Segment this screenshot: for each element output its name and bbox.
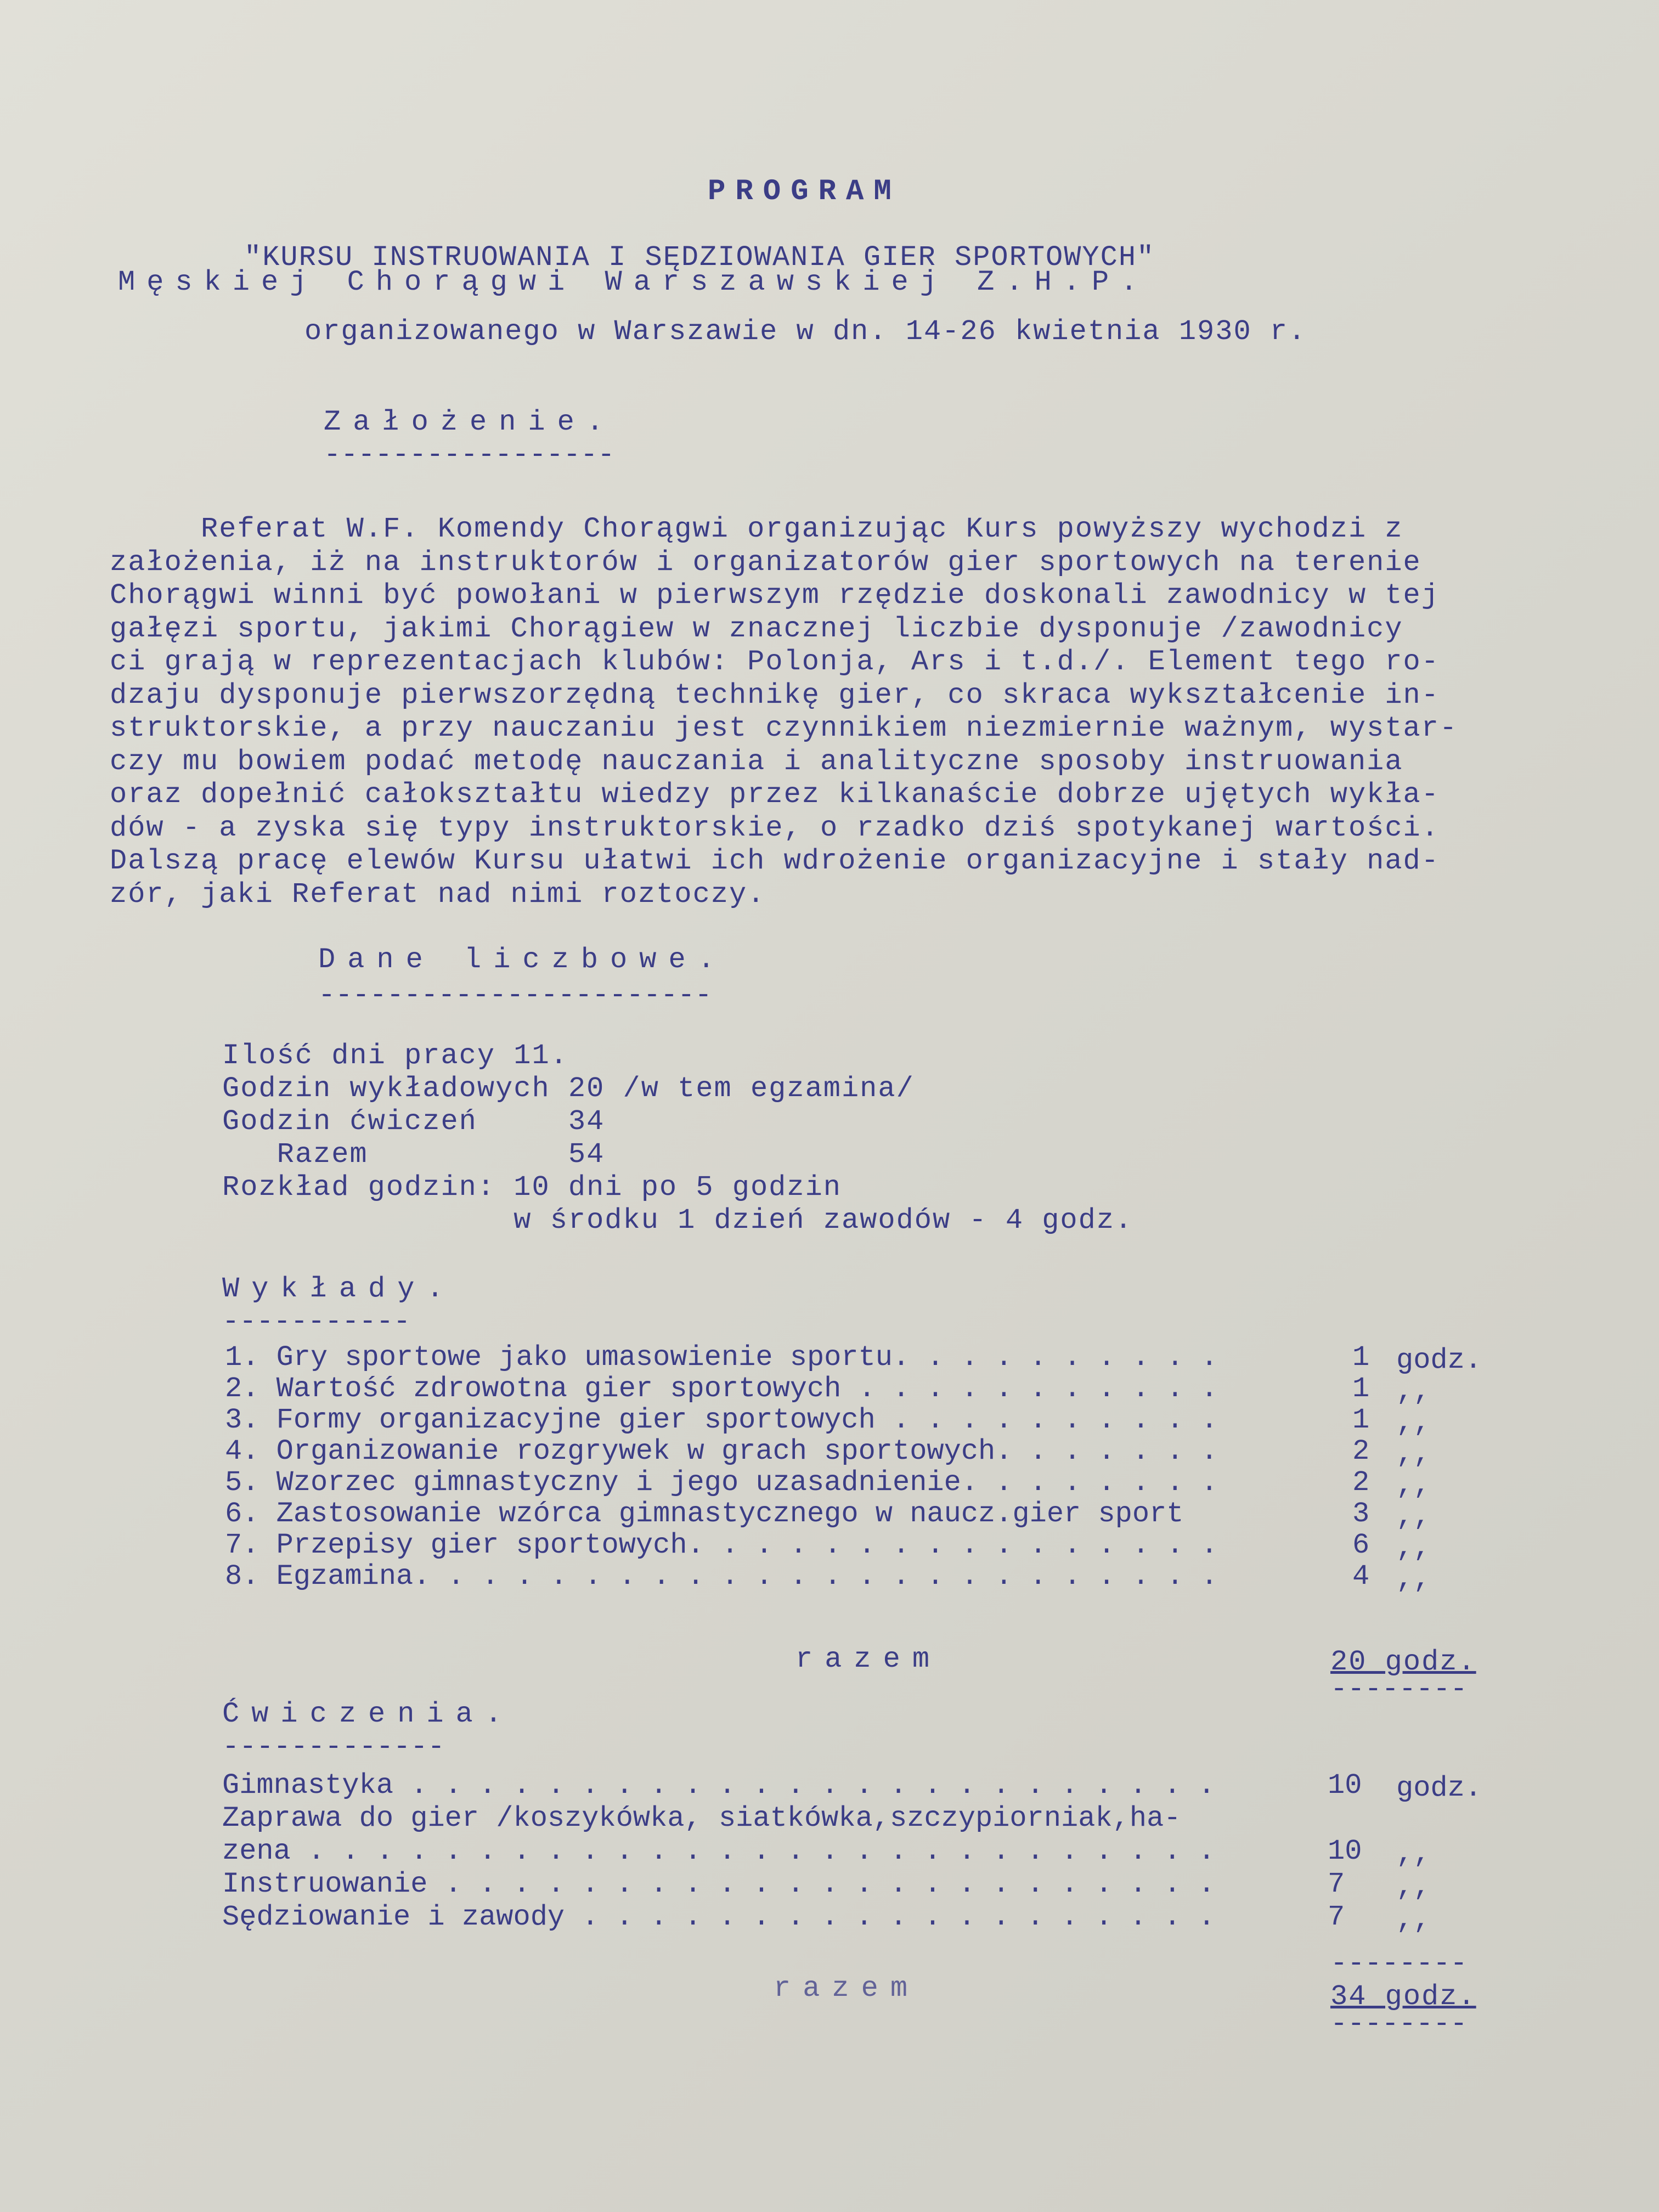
cwiczenie-item-hours: 7 [1328,1901,1345,1933]
organization-name: Męskiej Chorągwi Warszawskiej Z.H.P. [118,266,1149,298]
dane-line: Ilość dni pracy 11. [222,1040,568,1072]
dane-line: Godzin ćwiczeń 34 [222,1105,605,1138]
wyklad-item-hours: 1 [1352,1341,1370,1374]
wyklad-item-unit: ,, [1396,1469,1431,1502]
cwiczenia-total-rule: -------- [1330,1948,1468,1980]
paragraph-line: ci grają w reprezentacjach klubów: Polonja, Ars i t.d./. Element tego ro- [110,646,1440,678]
document-title: PROGRAM [708,175,901,208]
wyklady-total-label: razem [795,1643,942,1675]
cwiczenie-item-hours: 10 [1328,1769,1362,1802]
wyklad-item-hours: 2 [1352,1466,1370,1499]
section-heading-wyklady: Wykłady. [222,1273,456,1305]
wyklad-item-hours: 1 [1352,1373,1370,1405]
wyklad-item-label: 1. Gry sportowe jako umasowienie sportu. . . . . . . . . . [225,1341,1218,1374]
cwiczenia-total-underline: -------- [1330,2008,1468,2040]
wyklad-item-hours: 3 [1352,1498,1370,1530]
paragraph-line: struktorskie, a przy nauczaniu jest czynnikiem niezmiernie ważnym, wystar- [110,712,1458,744]
paragraph-line: dów - a zyska się typy instruktorskie, o rzadko dziś spotykanej wartości. [110,811,1440,844]
wyklad-item-unit: ,, [1396,1532,1431,1564]
cwiczenia-total-value: 34 godz. [1330,1980,1476,2013]
underline-wyklady: ----------- [222,1306,411,1338]
underline-zalozenie: ----------------- [324,439,615,471]
paragraph-line: gałęzi sportu, jakimi Chorągiew w znacznej liczbie dysponuje /zawodnicy [110,612,1403,645]
wyklad-item-label: 3. Formy organizacyjne gier sportowych . . . . . . . . . . [225,1404,1218,1436]
underline-cwiczenia: ------------- [222,1731,445,1763]
wyklad-item-label: 2. Wartość zdrowotna gier sportowych . . . . . . . . . . . [225,1373,1218,1405]
cwiczenie-item-label: Zaprawa do gier /koszykówka, siatkówka,szczypiorniak,ha- [222,1802,1181,1835]
wyklad-item-unit: ,, [1396,1407,1431,1439]
dane-line: Razem 54 [222,1138,605,1171]
wyklad-item-label: 6. Zastosowanie wzórca gimnastycznego w naucz.gier sport [225,1498,1184,1530]
section-heading-cwiczenia: Ćwiczenia. [222,1698,515,1730]
wyklad-item-hours: 6 [1352,1529,1370,1561]
wyklady-total-value: 20 godz. [1330,1646,1476,1678]
cwiczenie-item-unit: ,, [1396,1838,1431,1870]
dane-line: w środku 1 dzień zawodów - 4 godz. [222,1204,1133,1237]
wyklad-item-label: 4. Organizowanie rozgrywek w grach sportowych. . . . . . . [225,1435,1218,1468]
wyklad-item-label: 5. Wzorzec gimnastyczny i jego uzasadnienie. . . . . . . . [225,1466,1218,1499]
paragraph-line: oraz dopełnić całokształtu wiedzy przez kilkanaście dobrze ujętych wykła- [110,778,1440,811]
wyklad-item-hours: 4 [1352,1560,1370,1593]
cwiczenia-total-label: razem [774,1972,920,2005]
cwiczenie-item-unit: godz. [1396,1772,1482,1804]
section-heading-zalozenie: Założenie. [324,406,616,438]
paragraph-line: Dalszą pracę elewów Kursu ułatwi ich wdrożenie organizacyjne i stały nad- [110,845,1440,877]
wyklad-item-label: 7. Przepisy gier sportowych. . . . . . . . . . . . . . . . [225,1529,1218,1561]
cwiczenie-item-unit: ,, [1396,1904,1431,1936]
cwiczenie-item-unit: ,, [1396,1871,1431,1903]
paragraph-line: zór, jaki Referat nad nimi roztoczy. [110,878,766,911]
wyklad-item-unit: ,, [1396,1375,1431,1408]
paragraph-line: dzaju dysponuje pierwszorzędną technikę gier, co skraca wykształcenie in- [110,679,1440,712]
dane-line: Godzin wykładowych 20 /w tem egzamina/ [222,1073,915,1105]
underline-dane: ----------------------- [318,979,712,1012]
wyklad-item-hours: 2 [1352,1435,1370,1468]
paragraph-line: Chorągwi winni być powołani w pierwszym rzędzie doskonali zawodnicy w tej [110,579,1440,612]
cwiczenie-item-label: Gimnastyka . . . . . . . . . . . . . . . . . . . . . . . . [222,1769,1215,1802]
course-name: "KURSU INSTRUOWANIA I SĘDZIOWANIA GIER SPORTOWYCH" [244,241,1155,274]
paragraph-line: założenia, iż na instruktorów i organizatorów gier sportowych na terenie [110,546,1421,579]
paragraph-line: czy mu bowiem podać metodę nauczania i analityczne sposoby instruowania [110,745,1403,778]
cwiczenie-item-label: zena . . . . . . . . . . . . . . . . . . . . . . . . . . . [222,1835,1215,1867]
wyklady-total-underline: -------- [1330,1673,1468,1706]
wyklad-item-unit: ,, [1396,1438,1431,1470]
paragraph-line: Referat W.F. Komendy Chorągwi organizując Kurs powyższy wychodzi z [110,513,1403,545]
cwiczenie-item-hours: 10 [1328,1835,1362,1867]
course-place-date: organizowanego w Warszawie w dn. 14-26 kwietnia 1930 r. [304,315,1307,348]
section-heading-dane: Dane liczbowe. [318,944,727,976]
wyklad-item-unit: godz. [1396,1344,1482,1376]
cwiczenie-item-label: Sędziowanie i zawody . . . . . . . . . . . . . . . . . . . [222,1901,1215,1933]
dane-line: Rozkład godzin: 10 dni po 5 godzin [222,1171,842,1204]
cwiczenie-item-hours: 7 [1328,1868,1345,1900]
cwiczenie-item-label: Instruowanie . . . . . . . . . . . . . . . . . . . . . . . [222,1868,1215,1900]
wyklad-item-label: 8. Egzamina. . . . . . . . . . . . . . . . . . . . . . . . [225,1560,1218,1593]
wyklad-item-unit: ,, [1396,1563,1431,1595]
wyklad-item-hours: 1 [1352,1404,1370,1436]
wyklad-item-unit: ,, [1396,1500,1431,1533]
